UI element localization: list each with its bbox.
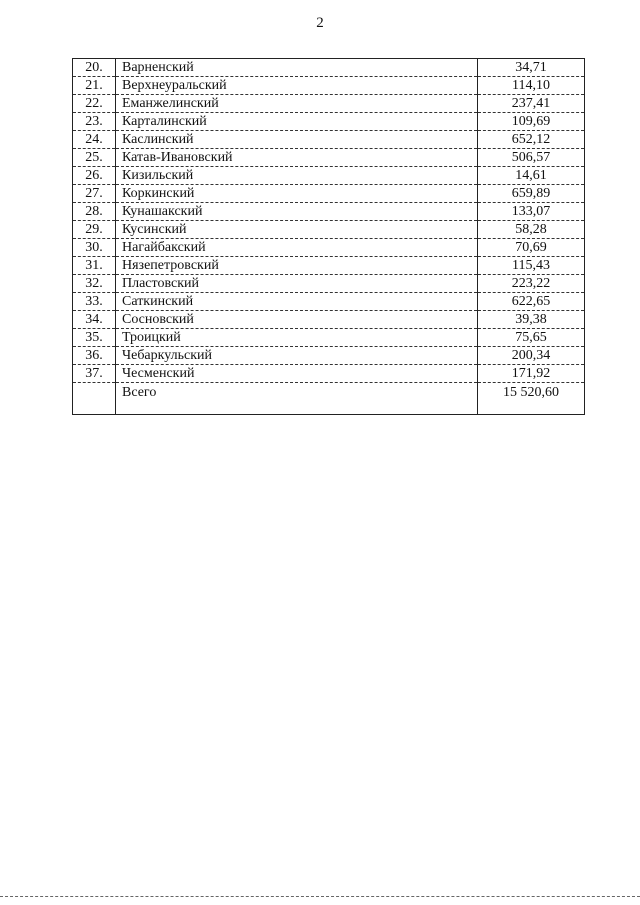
table-row — [73, 203, 585, 221]
page-number: 2 — [316, 15, 324, 31]
district-name-cell: Сосновский — [116, 311, 478, 329]
row-number-cell: 36. — [73, 347, 116, 365]
value-cell: 652,12 — [478, 131, 585, 149]
district-name-cell: Пластовский — [116, 275, 478, 293]
value-cell: 659,89 — [478, 185, 585, 203]
value-cell: 171,92 — [478, 365, 585, 383]
row-number-cell: 22. — [73, 95, 116, 113]
row-number-cell: 25. — [73, 149, 116, 167]
row-number-cell: 29. — [73, 221, 116, 239]
value-cell: 14,61 — [478, 167, 585, 185]
value-cell: 39,38 — [478, 311, 585, 329]
row-number-cell: 24. — [73, 131, 116, 149]
table-row — [73, 275, 585, 293]
table-row — [73, 347, 585, 365]
table-row — [73, 257, 585, 275]
value-cell: 75,65 — [478, 329, 585, 347]
row-number-cell: 23. — [73, 113, 116, 131]
district-name-cell: Чесменский — [116, 365, 478, 383]
table-row — [73, 167, 585, 185]
value-cell: 114,10 — [478, 77, 585, 95]
table-row — [73, 365, 585, 383]
total-value-cell: 15 520,60 — [478, 383, 585, 415]
total-row — [73, 383, 585, 415]
row-number-cell: 21. — [73, 77, 116, 95]
district-name-cell: Чебаркульский — [116, 347, 478, 365]
district-name-cell: Каслинский — [116, 131, 478, 149]
district-name-cell: Нагайбакский — [116, 239, 478, 257]
table-row — [73, 77, 585, 95]
value-cell: 237,41 — [478, 95, 585, 113]
value-cell: 133,07 — [478, 203, 585, 221]
district-name-cell: Коркинский — [116, 185, 478, 203]
district-name-cell: Нязепетровский — [116, 257, 478, 275]
table-row — [73, 329, 585, 347]
row-number-cell: 33. — [73, 293, 116, 311]
value-cell: 58,28 — [478, 221, 585, 239]
district-name-cell: Саткинский — [116, 293, 478, 311]
row-number-cell: 31. — [73, 257, 116, 275]
district-name-cell: Верхнеуральский — [116, 77, 478, 95]
district-values-table — [72, 58, 585, 415]
row-number-cell: 20. — [73, 59, 116, 77]
row-number-cell: 28. — [73, 203, 116, 221]
table-row — [73, 311, 585, 329]
district-name-cell: Карталинский — [116, 113, 478, 131]
value-cell: 200,34 — [478, 347, 585, 365]
row-number-cell: 35. — [73, 329, 116, 347]
row-number-cell: 27. — [73, 185, 116, 203]
table-row — [73, 95, 585, 113]
table-row — [73, 59, 585, 77]
table-row — [73, 113, 585, 131]
table-row — [73, 131, 585, 149]
row-number-cell: 34. — [73, 311, 116, 329]
district-name-cell: Варненский — [116, 59, 478, 77]
row-number-cell: 37. — [73, 365, 116, 383]
row-number-cell: 30. — [73, 239, 116, 257]
table-row — [73, 221, 585, 239]
district-name-cell: Троицкий — [116, 329, 478, 347]
value-cell: 223,22 — [478, 275, 585, 293]
value-cell: 506,57 — [478, 149, 585, 167]
total-label-cell: Всего — [116, 383, 478, 415]
table-row — [73, 149, 585, 167]
value-cell: 622,65 — [478, 293, 585, 311]
district-name-cell: Кунашакский — [116, 203, 478, 221]
district-name-cell: Еманжелинский — [116, 95, 478, 113]
district-name-cell: Катав-Ивановский — [116, 149, 478, 167]
row-number-cell: 32. — [73, 275, 116, 293]
value-cell: 70,69 — [478, 239, 585, 257]
table-row — [73, 239, 585, 257]
value-cell: 115,43 — [478, 257, 585, 275]
district-name-cell: Кизильский — [116, 167, 478, 185]
row-number-cell: 26. — [73, 167, 116, 185]
table-row — [73, 185, 585, 203]
value-cell: 34,71 — [478, 59, 585, 77]
district-name-cell: Кусинский — [116, 221, 478, 239]
value-cell: 109,69 — [478, 113, 585, 131]
bottom-scan-rule — [0, 896, 640, 897]
total-number-cell — [73, 383, 116, 415]
table-body — [73, 59, 585, 415]
table-row — [73, 293, 585, 311]
